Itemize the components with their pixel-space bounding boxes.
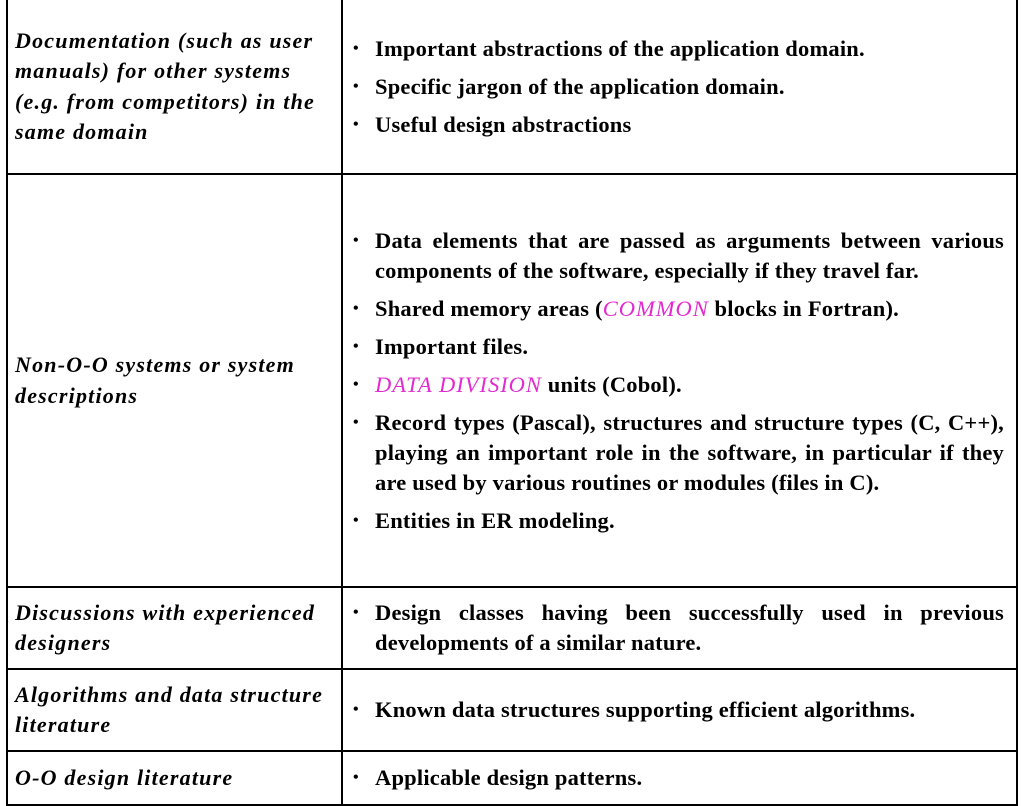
item-text-before: Shared memory areas ( <box>375 295 603 321</box>
list-item <box>351 506 1004 536</box>
bullet-icon: • <box>353 604 359 621</box>
list-item <box>351 294 1004 324</box>
table-row <box>7 751 1017 805</box>
items-cell <box>342 587 1017 669</box>
list-item <box>351 34 1004 64</box>
sources-table <box>6 0 1018 806</box>
list-item <box>351 408 1004 498</box>
items-cell <box>342 174 1017 587</box>
table-row <box>7 669 1017 751</box>
items-cell <box>342 751 1017 805</box>
item-text: Entities in ER modeling. <box>375 507 615 533</box>
item-text: Data elements that are passed as arguments between various components of the software, especially if they travel far. <box>375 227 1004 283</box>
source-cell: Documentation (such as user manuals) for other systems (e.g. from competitors) in the same domain <box>7 0 342 174</box>
list-item <box>351 598 1004 658</box>
bullet-icon: • <box>353 413 359 431</box>
table-row <box>7 587 1017 669</box>
bullet-icon: • <box>353 77 359 95</box>
bullet-icon: • <box>353 115 359 133</box>
item-text: Record types (Pascal), structures and structure types (C, C++), playing an important role in the software, in particular if they are used by various routines or modules (files in C). <box>375 409 1004 495</box>
item-text-after: units (Cobol). <box>541 371 682 397</box>
bullet-icon: • <box>353 511 359 529</box>
list-item <box>351 695 1004 725</box>
list-item <box>351 110 1004 140</box>
item-text: Design classes having been successfully used in previous developments of a similar nature. <box>375 600 1004 655</box>
source-cell: O-O design literature <box>7 751 342 805</box>
table-row <box>7 174 1017 587</box>
item-text: Important abstractions of the application domain. <box>375 35 865 61</box>
item-text: Specific jargon of the application domain. <box>375 73 785 99</box>
list-item <box>351 370 1004 400</box>
bullet-icon: • <box>353 769 359 786</box>
source-cell: Non-O-O systems or system descriptions <box>7 174 342 587</box>
item-text: Useful design abstractions <box>375 111 632 137</box>
bullet-icon: • <box>353 39 359 57</box>
bullet-icon: • <box>353 231 359 249</box>
list-item <box>351 332 1004 362</box>
source-cell: Discussions with experienced designers <box>7 587 342 669</box>
table-row <box>7 0 1017 174</box>
bullet-icon: • <box>353 375 359 393</box>
item-text-after: blocks in Fortran). <box>708 295 899 321</box>
items-cell <box>342 0 1017 174</box>
source-cell: Algorithms and data structure literature <box>7 669 342 751</box>
list-item <box>351 226 1004 286</box>
highlight-term: COMMON <box>602 295 709 321</box>
item-text: Important files. <box>375 333 529 359</box>
item-text: Known data structures supporting efficient algorithms. <box>375 697 916 722</box>
highlight-term: DATA DIVISION <box>375 371 542 397</box>
list-item <box>351 72 1004 102</box>
bullet-icon: • <box>353 337 359 355</box>
bullet-icon: • <box>353 299 359 317</box>
item-text: Applicable design patterns. <box>375 765 643 790</box>
bullet-icon: • <box>353 701 359 718</box>
items-cell <box>342 669 1017 751</box>
